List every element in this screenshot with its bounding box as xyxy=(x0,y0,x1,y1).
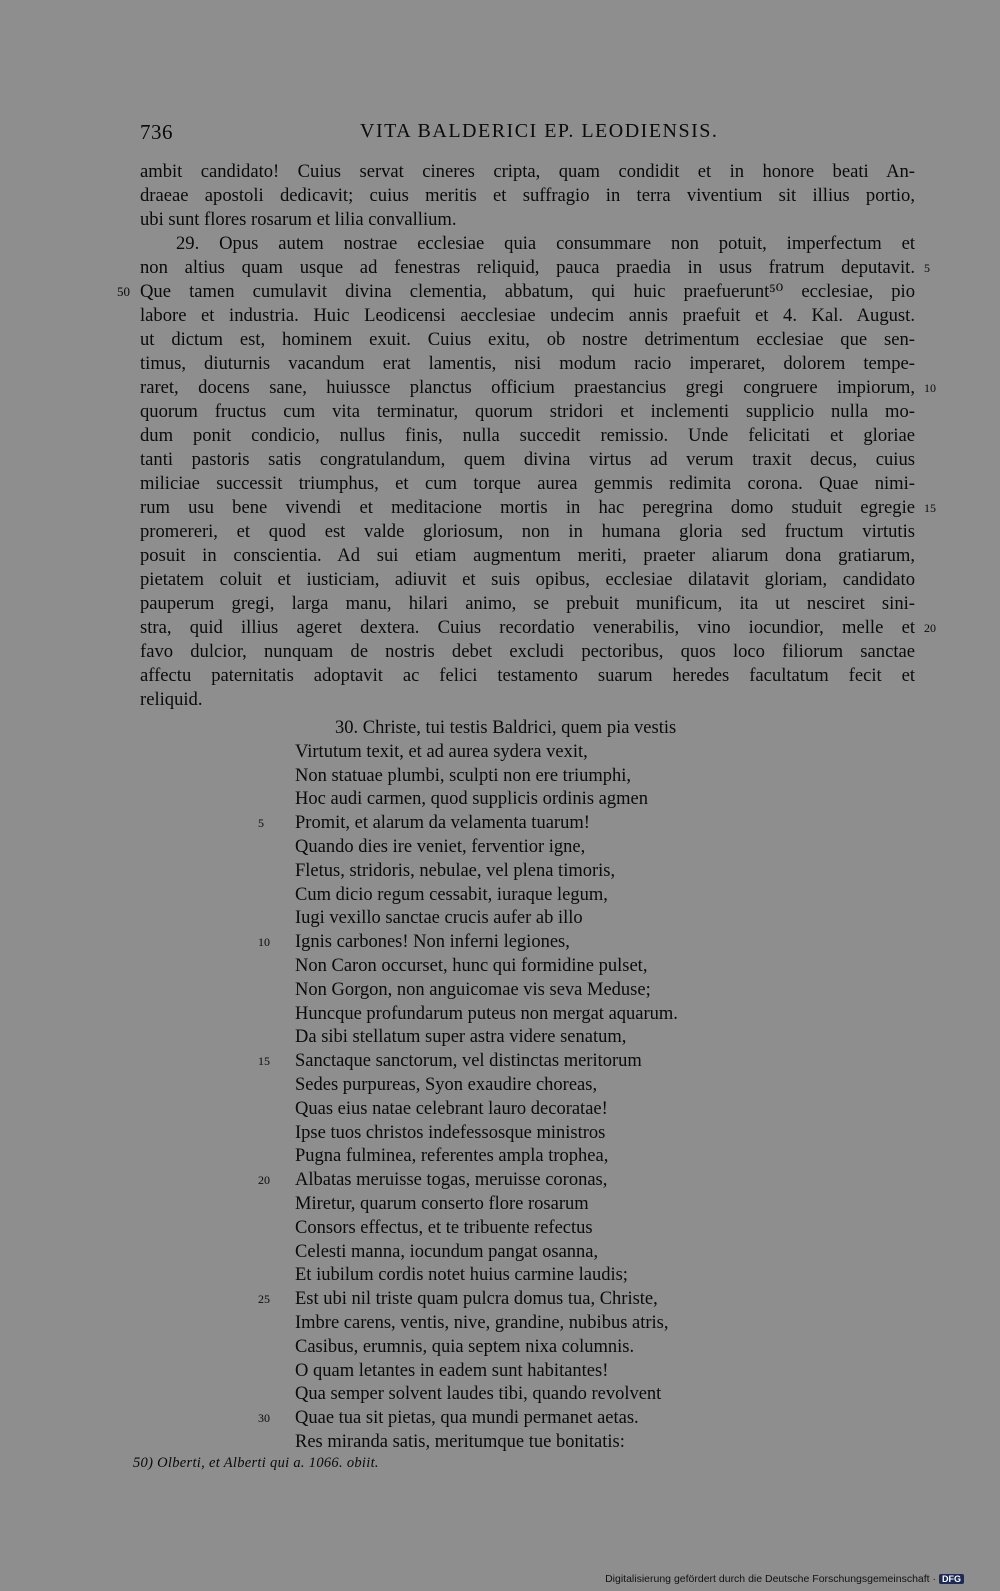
dfg-logo: DFG xyxy=(939,1574,964,1584)
verse-line: Hoc audi carmen, quod supplicis ordinis agmen xyxy=(295,789,648,810)
verse-line: Cum dicio regum cessabit, iuraque legum, xyxy=(295,884,608,905)
verse-block xyxy=(295,717,775,1455)
prose-line: stra, quid illius ageret dextera. Cuius recordatio venerabilis, vino iocundior, melle et xyxy=(140,617,915,638)
verse-line: Non Gorgon, non anguicomae vis seva Meduse; xyxy=(295,979,651,1000)
margin-line-number: 15 xyxy=(924,501,936,515)
verse-line: Non statuae plumbi, sculpti non ere triumphi, xyxy=(295,765,632,786)
verse-line-number: 20 xyxy=(258,1173,270,1187)
credit-text: Digitalisierung gefördert durch die Deutsche Forschungsgemeinschaft · xyxy=(605,1573,936,1585)
verse-line: Promit, et alarum da velamenta tuarum! xyxy=(295,813,590,834)
prose-block xyxy=(140,160,915,712)
verse-line: Est ubi nil triste quam pulcra domus tua, Christe, xyxy=(295,1289,658,1310)
verse-line-number: 10 xyxy=(258,935,270,949)
page-header xyxy=(140,120,915,148)
verse-line: Casibus, erumnis, quia septem nixa columnis. xyxy=(295,1336,635,1357)
prose-line: ambit candidato! Cuius servat cineres cripta, quam condidit et in honore beati An- xyxy=(140,161,915,182)
prose-line: timus, diuturnis vacandum erat lamentis, nisi modum racio imperaret, dolorem tempe- xyxy=(140,353,915,374)
verse-line-number: 30 xyxy=(258,1411,270,1425)
prose-line: reliquid. xyxy=(140,689,203,710)
prose-line: promereri, et quod est valde gloriosum, non in humana gloria sed fructum virtutis xyxy=(140,521,915,542)
digitization-credit xyxy=(605,1573,964,1585)
verse-line: Quas eius natae celebrant lauro decoratae! xyxy=(295,1098,608,1119)
verse-line: Albatas meruisse togas, meruisse coronas, xyxy=(295,1170,608,1191)
prose-line: dum ponit condicio, nullus finis, nulla succedit remissio. Unde felicitati et gloriae xyxy=(140,425,915,446)
verse-line: Pugna fulminea, referentes ampla trophea, xyxy=(295,1146,609,1167)
prose-line: non altius quam usque ad fenestras reliquid, pauca praedia in usus fratrum deputavit. xyxy=(140,257,915,278)
prose-line: labore et industria. Huic Leodicensi aecclesiae undecim annis praefuit et 4. Kal. August. xyxy=(140,305,915,326)
verse-line: Sanctaque sanctorum, vel distinctas meritorum xyxy=(295,1051,642,1072)
verse-line-number: 5 xyxy=(258,816,264,830)
prose-line: quorum fructus cum vita terminatur, quorum stridori et inclementi supplicio nulla mo- xyxy=(140,401,915,422)
prose-line: pauperum gregi, larga manu, hilari animo, se prebuit munificum, ita ut nesciret sini- xyxy=(140,593,915,614)
verse-line: Quando dies ire veniet, ferventior igne, xyxy=(295,836,586,857)
verse-line: Celesti manna, iocundum pangat osanna, xyxy=(295,1241,599,1262)
verse-line: Sedes purpureas, Syon exaudire choreas, xyxy=(295,1074,598,1095)
verse-line-number: 25 xyxy=(258,1292,270,1306)
verse-line: Huncque profundarum puteus non mergat aquarum. xyxy=(295,1003,678,1024)
margin-line-number: 10 xyxy=(924,381,936,395)
prose-line: draeae apostoli dedicavit; cuius meritis et suffragio in terra viventium sit illius portio, xyxy=(140,185,915,206)
verse-line: Da sibi stellatum super astra videre senatum, xyxy=(295,1027,627,1048)
verse-line: Qua semper solvent laudes tibi, quando revolvent xyxy=(295,1384,662,1405)
verse-line: Ipse tuos christos indefessosque ministros xyxy=(295,1122,606,1143)
margin-line-number: 5 xyxy=(924,261,930,275)
verse-line: Ignis carbones! Non inferni legiones, xyxy=(295,932,570,953)
prose-line: 29. Opus autem nostrae ecclesiae quia consummare non potuit, imperfectum et xyxy=(176,233,915,254)
verse-line: Iugi vexillo sanctae crucis aufer ab illo xyxy=(295,908,583,929)
prose-line: posuit in conscientia. Ad sui etiam augmentum meriti, praeter aliarum dona gratiarum, xyxy=(140,545,915,566)
footnote-margin-marker: 50 xyxy=(117,284,130,299)
verse-line: O quam letantes in eadem sunt habitantes! xyxy=(295,1360,609,1381)
prose-line: raret, docens sane, huiussce planctus officium praestancius gregi congruere impiorum, xyxy=(140,377,915,398)
verse-line: Virtutum texit, et ad aurea sydera vexit, xyxy=(295,741,588,762)
prose-line: rum usu bene vivendi et meditacione mortis in hac peregrina domo studuit egregie xyxy=(140,497,915,518)
running-title: VITA BALDERICI EP. LEODIENSIS. xyxy=(360,120,719,142)
verse-line: 30. Christe, tui testis Baldrici, quem pia vestis xyxy=(335,718,677,738)
verse-line-number: 15 xyxy=(258,1054,270,1068)
page-number: 736 xyxy=(140,120,173,144)
prose-line: favo dulcior, nunquam de nostris debet excludi pectoribus, quos loco filiorum sanctae xyxy=(140,641,915,662)
verse-line: Miretur, quarum conserto flore rosarum xyxy=(295,1193,589,1214)
verse-line: Res miranda satis, meritumque tue bonitatis: xyxy=(295,1431,625,1452)
verse-line: Et iubilum cordis notet huius carmine laudis; xyxy=(295,1265,628,1286)
prose-line: pietatem coluit et iusticiam, adiuvit et suis opibus, ecclesiae dilatavit gloriam, candidato xyxy=(140,569,915,590)
verse-line: Quae tua sit pietas, qua mundi permanet aetas. xyxy=(295,1408,639,1429)
margin-line-number: 20 xyxy=(924,621,936,635)
verse-line: Imbre carens, ventis, nive, grandine, nubibus atris, xyxy=(295,1312,669,1333)
prose-line: affectu paternitatis adoptavit ac felici testamento suarum heredes facultatum fecit et xyxy=(140,665,915,686)
prose-line: tanti pastoris satis congratulandum, quem divina virtus ad verum traxit decus, cuius xyxy=(140,449,915,470)
prose-line: ut dictum est, hominem exuit. Cuius exitu, ob nostre detrimentum ecclesiae que sen- xyxy=(140,329,915,350)
verse-line: Consors effectus, et te tribuente refectus xyxy=(295,1217,593,1238)
prose-line: ubi sunt flores rosarum et lilia convallium. xyxy=(140,209,457,230)
footnote: 50) Olberti, et Alberti qui a. 1066. obiit. xyxy=(133,1455,379,1471)
verse-line: Fletus, stridoris, nebulae, vel plena timoris, xyxy=(295,860,616,881)
prose-line: Que tamen cumulavit divina clementia, abbatum, qui huic praefuerunt⁵⁰ ecclesiae, pio xyxy=(140,281,915,302)
verse-line: Non Caron occurset, hunc qui formidine pulset, xyxy=(295,955,648,976)
prose-line: miliciae successit triumphus, et cum torque aurea gemmis redimita corona. Quae nimi- xyxy=(140,473,915,494)
